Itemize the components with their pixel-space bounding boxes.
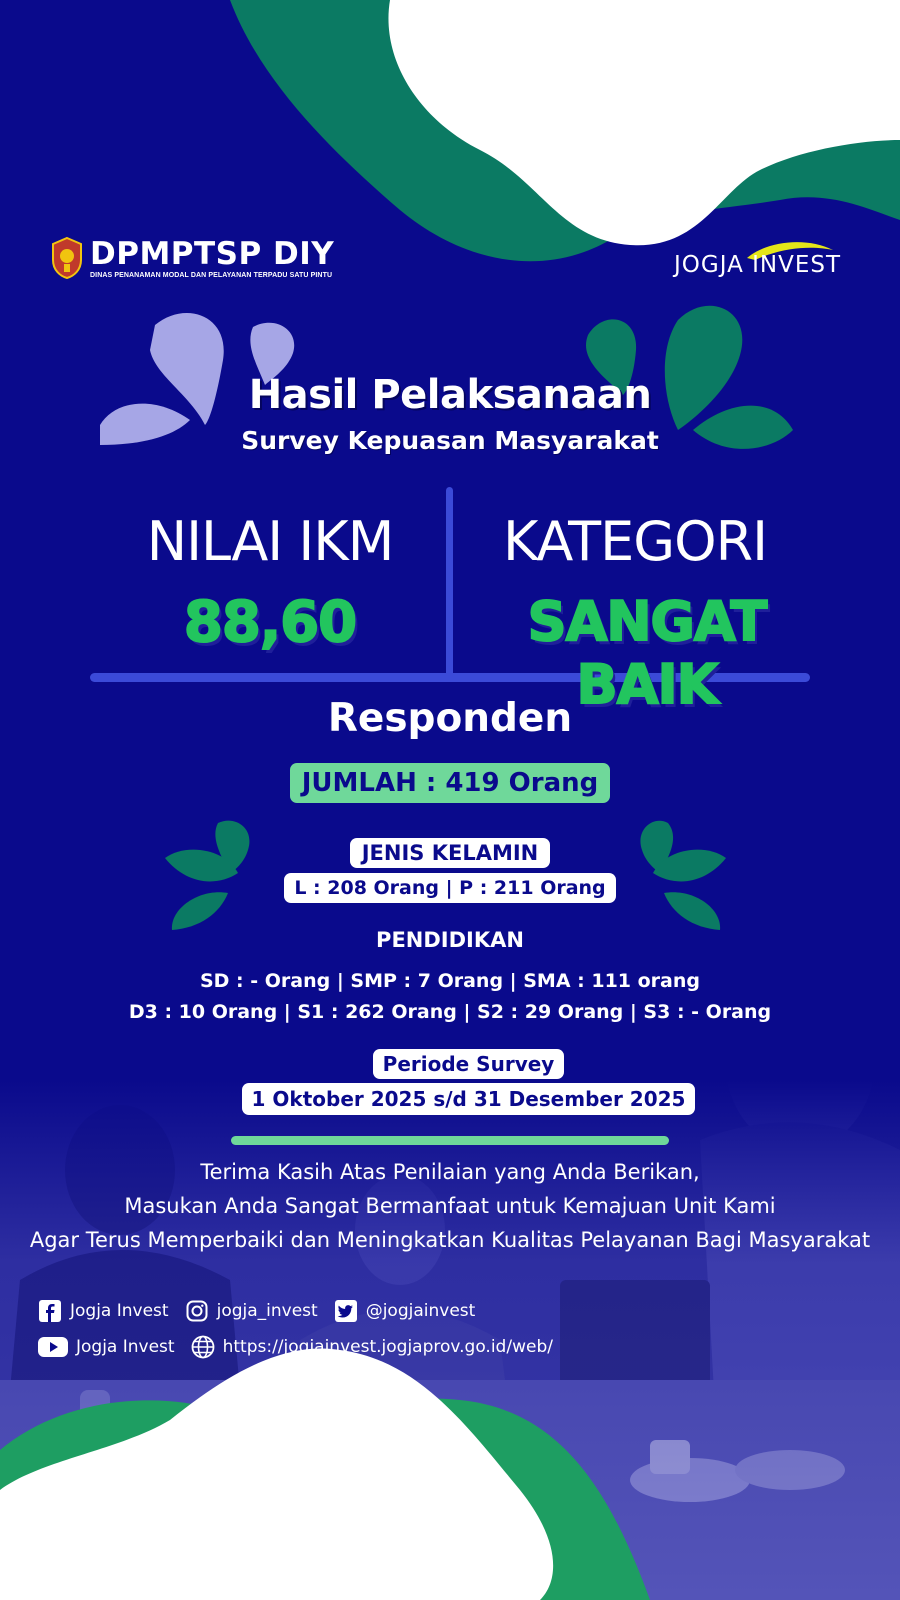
brand-subtitle: DINAS PENANAMAN MODAL DAN PELAYANAN TERPADU SATU PINTU — [90, 271, 333, 279]
brand-name: DPMPTSP DIY — [90, 235, 335, 272]
thanks-line-3: Agar Terus Memperbaiki dan Meningkatkan Kualitas Pelayanan Bagi Masyarakat — [29, 1228, 871, 1252]
thanks-line-1: Terima Kasih Atas Penilaian yang Anda Berikan, — [200, 1160, 700, 1184]
website-link[interactable] — [191, 1335, 553, 1359]
jenis-kelamin-value-row — [0, 873, 900, 903]
instagram-link[interactable] — [185, 1299, 318, 1323]
periode-label-row — [0, 1049, 900, 1079]
social-row-1 — [38, 1299, 491, 1323]
youtube-link[interactable] — [38, 1335, 175, 1359]
periode-value-row — [0, 1083, 900, 1115]
pendidikan-line-1: SD : - Orang | SMP : 7 Orang | SMA : 111 orang — [199, 970, 700, 992]
jenis-kelamin-label: JENIS KELAMIN — [350, 838, 551, 868]
headline-title: Hasil Pelaksanaan — [248, 372, 652, 418]
twitter-icon — [334, 1299, 358, 1323]
facebook-label: Jogja Invest — [70, 1301, 169, 1321]
thanks-line-2: Masukan Anda Sangat Bermanfaat untuk Kemajuan Unit Kami — [124, 1194, 776, 1218]
youtube-icon — [38, 1335, 68, 1359]
twitter-label: @jogjainvest — [365, 1301, 476, 1321]
jumlah-badge: JUMLAH : 419 Orang — [290, 763, 611, 803]
twitter-link[interactable] — [334, 1299, 476, 1323]
ikm-value: 88,60 — [183, 590, 357, 655]
instagram-label: jogja_invest — [216, 1301, 318, 1321]
facebook-icon — [38, 1299, 62, 1323]
brand-logo — [50, 236, 334, 280]
emblem-icon — [50, 236, 84, 280]
kategori-label: KATEGORI — [502, 510, 768, 573]
vertical-divider — [446, 487, 453, 677]
accent-divider — [231, 1136, 669, 1145]
youtube-label: Jogja Invest — [76, 1337, 175, 1357]
headline-subtitle: Survey Kepuasan Masyarakat — [241, 426, 659, 455]
jenis-kelamin-label-row — [0, 838, 900, 868]
bottom-decoration — [0, 1340, 900, 1600]
pendidikan-label: PENDIDIKAN — [376, 928, 524, 952]
jenis-kelamin-value: L : 208 Orang | P : 211 Orang — [284, 873, 615, 903]
website-label: https://jogjainvest.jogjaprov.go.id/web/ — [222, 1337, 553, 1357]
periode-value: 1 Oktober 2025 s/d 31 Desember 2025 — [242, 1083, 696, 1115]
pendidikan-line-2: D3 : 10 Orang | S1 : 262 Orang | S2 : 29 Orang | S3 : - Orang — [128, 1001, 772, 1023]
responden-heading: Responden — [327, 696, 573, 741]
instagram-icon — [185, 1299, 209, 1323]
facebook-link[interactable] — [38, 1299, 169, 1323]
ikm-label: NILAI IKM — [146, 510, 394, 573]
partner-logo-text: JOGJA INVEST — [674, 252, 842, 278]
kategori-value: SANGAT BAIK — [527, 590, 767, 716]
globe-icon — [191, 1335, 215, 1359]
periode-label: Periode Survey — [373, 1049, 565, 1079]
jumlah-row — [0, 763, 900, 803]
social-row-2 — [38, 1335, 569, 1359]
